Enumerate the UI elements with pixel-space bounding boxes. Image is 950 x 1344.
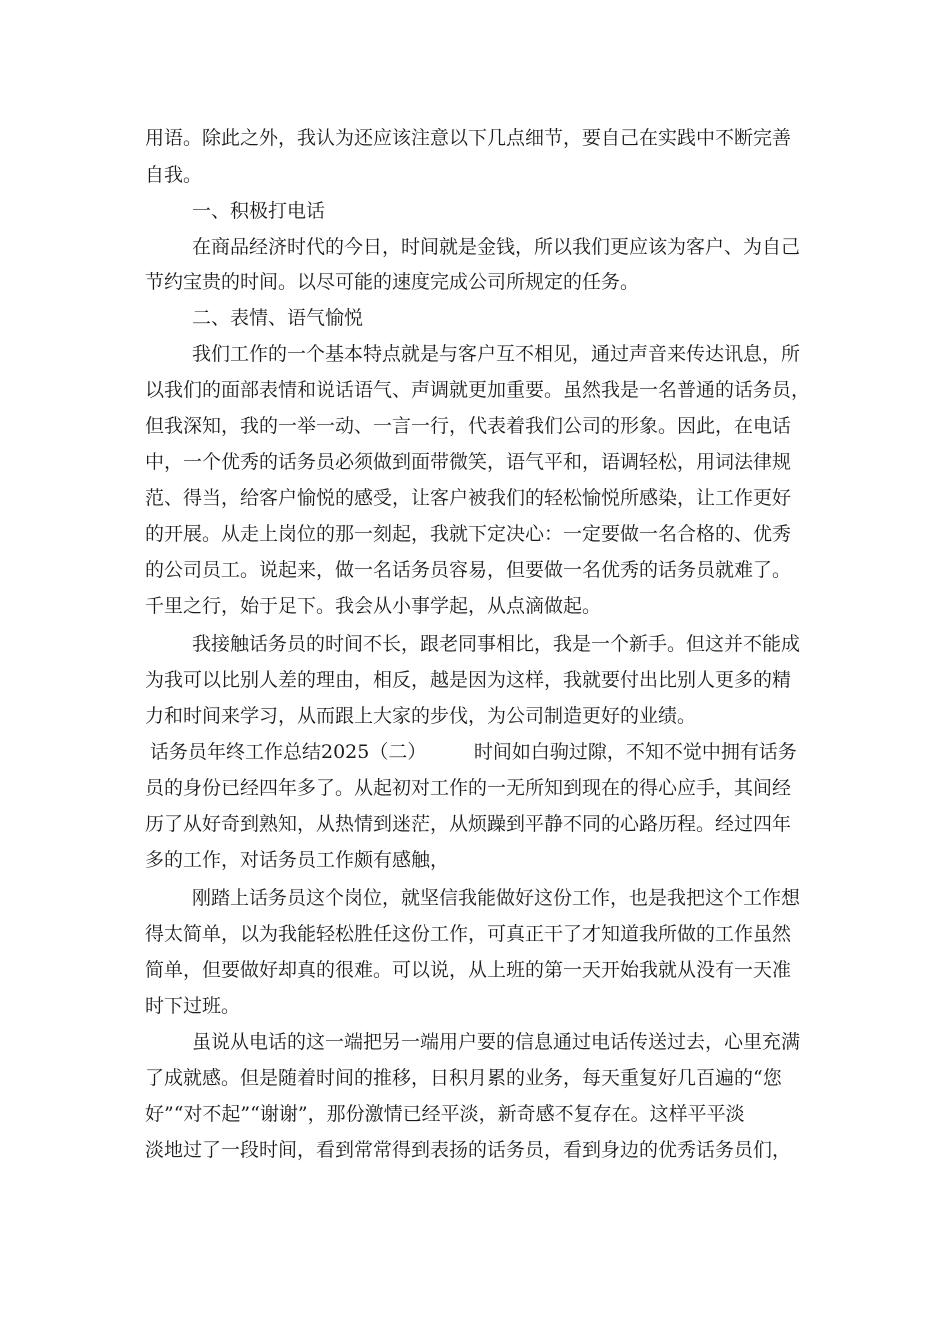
text-line: 虽说从电话的这一端把另一端用户要的信息通过电话传送过去，心里充满 xyxy=(192,1031,801,1053)
text-line: 节约宝贵的时间。以尽可能的速度完成公司所规定的任务。 xyxy=(145,271,640,293)
section-heading: 二、表情、语气愉悦 xyxy=(192,307,364,329)
text-line: 中，一个优秀的话务员必须做到面带微笑，语气平和，语调轻松，用词法律规 xyxy=(145,451,792,473)
text-line: 简单，但要做好却真的很难。可以说，从上班的第一天开始我就从没有一天准 xyxy=(145,959,792,981)
text-line: 了成就感。但是随着时间的推移，日积月累的业务，每天重复好几百遍的“您 xyxy=(145,1067,782,1089)
text-line: 在商品经济时代的今日，时间就是金钱，所以我们更应该为客户、为自己 xyxy=(192,236,801,258)
text-line: 我们工作的一个基本特点就是与客户互不相见，通过声音来传达讯息，所 xyxy=(192,343,801,365)
text-line: 好”“对不起”“谢谢”，那份激情已经平淡，新奇感不复存在。这样平平淡 xyxy=(145,1103,745,1125)
text-line: 力和时间来学习，从而跟上大家的步伐，为公司制造更好的业绩。 xyxy=(145,705,697,727)
text-line: 多的工作，对话务员工作颇有感触， xyxy=(145,849,450,871)
section-heading: 一、积极打电话 xyxy=(192,200,326,222)
text-line: 历了从好奇到熟知，从热情到迷茫，从烦躁到平静不同的心路历程。经过四年 xyxy=(145,813,792,835)
section-title: 话务员年终工作总结2025（二） 时间如白驹过隙，不知不觉中拥有话务 xyxy=(150,741,797,763)
text-line: 但我深知，我的一举一动、一言一行，代表着我们公司的形象。因此，在电话 xyxy=(145,415,792,437)
text-line: 自我。 xyxy=(145,164,203,186)
text-line: 为我可以比别人差的理由，相反，越是因为这样，我就要付出比别人更多的精 xyxy=(145,669,792,691)
text-line: 员的身份已经四年多了。从起初对工作的一无所知到现在的得心应手，其间经 xyxy=(145,777,792,799)
text-line: 以我们的面部表情和说话语气、声调就更加重要。虽然我是一名普通的话务员， xyxy=(145,379,811,401)
text-line: 的公司员工。说起来，做一名话务员容易，但要做一名优秀的话务员就难了。 xyxy=(145,559,792,581)
text-line: 得太简单，以为我能轻松胜任这份工作，可真正干了才知道我所做的工作虽然 xyxy=(145,923,792,945)
text-line: 千里之行，始于足下。我会从小事学起，从点滴做起。 xyxy=(145,595,602,617)
text-line: 的开展。从走上岗位的那一刻起，我就下定决心：一定要做一名合格的、优秀 xyxy=(145,523,792,545)
text-line: 我接触话务员的时间不长，跟老同事相比，我是一个新手。但这并不能成 xyxy=(192,633,801,655)
text-line: 淡地过了一段时间，看到常常得到表扬的话务员，看到身边的优秀话务员们， xyxy=(145,1139,792,1161)
text-line: 刚踏上话务员这个岗位，就坚信我能做好这份工作，也是我把这个工作想 xyxy=(192,887,801,909)
text-line: 范、得当，给客户愉悦的感受，让客户被我们的轻松愉悦所感染，让工作更好 xyxy=(145,487,792,509)
text-line: 用语。除此之外，我认为还应该注意以下几点细节，要自己在实践中不断完善 xyxy=(145,127,792,149)
text-line: 时下过班。 xyxy=(145,995,241,1017)
